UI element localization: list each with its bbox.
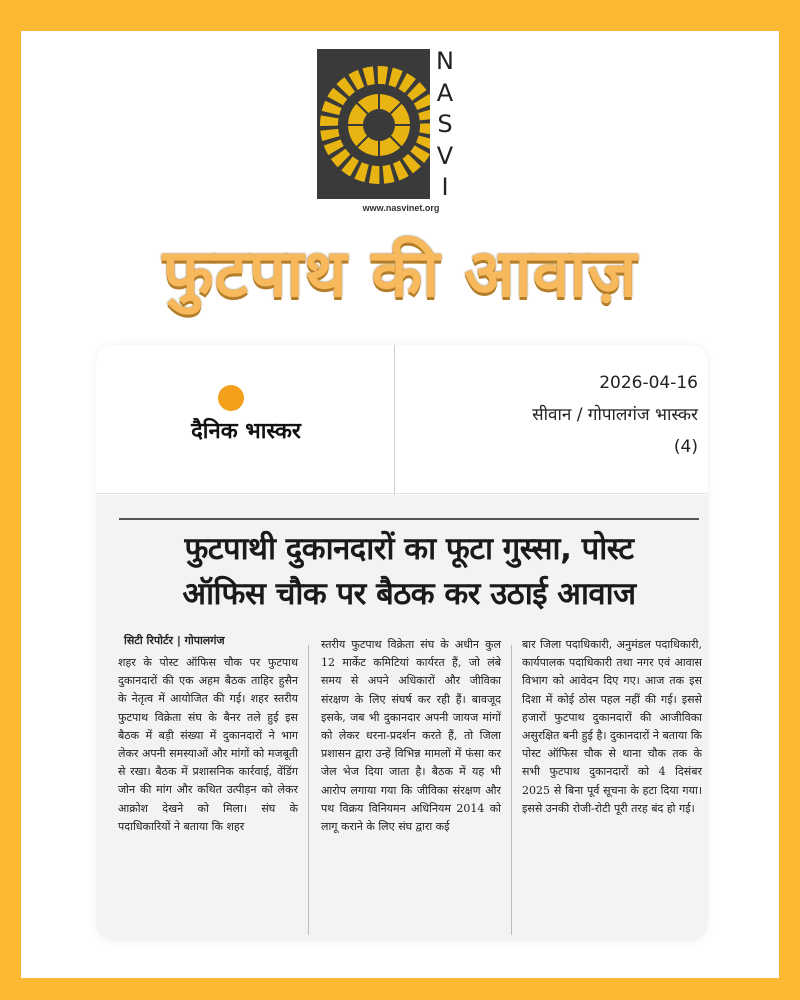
clipping-edition: सीवान / गोपालगंज भास्कर	[532, 405, 698, 425]
nasvi-letters	[432, 49, 458, 199]
header-rule	[96, 493, 708, 494]
clipping-page: (4)	[673, 437, 698, 457]
article-headline	[114, 527, 704, 617]
headline-line-1: फुटपाथी दुकानदारों का फूटा गुस्सा, पोस्ट	[184, 531, 634, 567]
logo-letter: S	[437, 110, 453, 138]
banner-title: फुटपाथ की आवाज़	[162, 235, 638, 312]
article-column-3: बार जिला पदाधिकारी, अनुमंडल पदाधिकारी, कार्यपालक पदाधिकारी तथा नगर एवं आवास विभाग को आवेदन दिए गए। आज तक इस दिशा में कोई ठोस पहल नहीं की गई। इससे हजारों फुटपाथ दुकानदारों की आजीविका असुरक्षित बनी हुई है। दुकानदारों ने बताया कि पोस्ट ऑफिस चौक से थाना चौक तक के सभी फुटपाथ दुकानदारों को 4 दिसंबर 2025 से बिना पूर्व सूचना के हटा दिया गया। इससे उनकी रोजी-रोटी पूरी तरह बंद हो गई।	[522, 638, 702, 815]
logo-letter: V	[436, 141, 454, 170]
headline-rule	[119, 518, 699, 520]
logo-letter: A	[436, 78, 454, 107]
header-divider	[394, 345, 395, 495]
article-byline: सिटी रिपोर्टर | गोपालगंज	[124, 634, 225, 647]
clipping-date: 2026-04-16	[599, 373, 698, 393]
column-divider	[511, 645, 512, 935]
column-divider	[308, 645, 309, 935]
logo-letter: N	[436, 47, 454, 75]
headline-line-2: ऑफिस चौक पर बैठक कर उठाई आवाज	[182, 576, 636, 612]
nasvi-logo	[317, 49, 430, 199]
newspaper-name: दैनिक भास्कर	[191, 419, 301, 444]
poster-card	[21, 31, 779, 978]
article-column-2: स्तरीय फुटपाथ विक्रेता संघ के अधीन कुल 12 मार्केट कमिटियां कार्यरत हैं, जो लंबे समय से अपने अधिकारों और जीविका संरक्षण के लिए संघर्ष कर रही हैं। बावजूद इसके, जब भी दुकानदार अपनी जायज मांगों को लेकर धरना-प्रदर्शन करते हैं, तो जिला प्रशासन द्वारा उन्हें विभिन्न मामलों में फंसा कर जेल भेज दिया जाता है। बैठक में यह भी आरोप लगाया गया कि जीविका संरक्षण और पथ विक्रय विनियमन अधिनियम 2014 को लागू कराने के लिए संघ द्वारा कई	[321, 638, 501, 834]
logo-letter: I	[441, 173, 449, 201]
newspaper-clipping	[96, 345, 708, 941]
article-column-1: शहर के पोस्ट ऑफिस चौक पर फुटपाथ दुकानदारों की एक अहम बैठक ताहिर हुसैन के नेतृत्व में आयोजित की गई। शहर स्तरीय फुटपाथ विक्रेता संघ के बैनर तले हुई इस बैठक में बड़ी संख्या में दुकानदारों ने भाग लेकर अपनी समस्याओं और मांगों को मजबूती से रखा। बैठक में प्रशासनिक कार्रवाई, वेंडिंग जोन की मांग और कथित उत्पीड़न को लेकर आक्रोश देखने को मिला। संघ के पदाधिकारियों ने बताया कि शहर	[118, 656, 298, 833]
website-url: www.nasvinet.org	[362, 203, 440, 213]
sun-icon	[218, 385, 244, 411]
wheel-emblem-icon	[317, 49, 430, 199]
clipping-header	[96, 345, 708, 495]
clipping-meta	[398, 367, 698, 463]
